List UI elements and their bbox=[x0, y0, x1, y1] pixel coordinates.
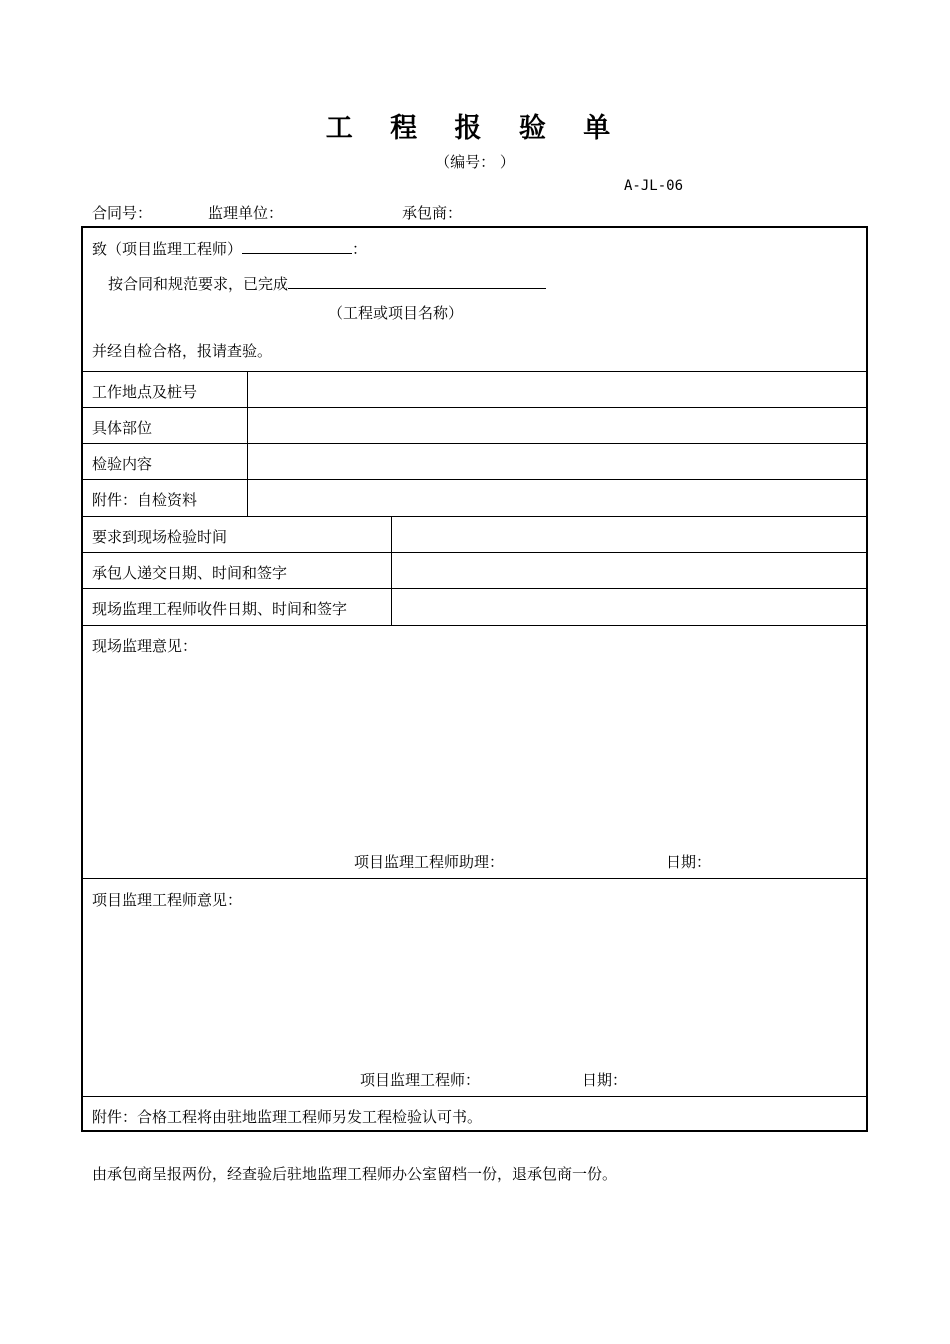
inspection-time-field[interactable] bbox=[393, 518, 865, 551]
engineer-opinion-date-label: 日期： bbox=[582, 1071, 628, 1089]
site-opinion-label: 现场监理意见： bbox=[92, 637, 198, 655]
to-line bbox=[92, 237, 367, 259]
row-divider bbox=[83, 479, 866, 480]
supervision-unit-label: 监理单位： bbox=[208, 204, 284, 222]
row-label-engineer-receipt: 现场监理工程师收件日期、时间和签字 bbox=[92, 600, 348, 618]
engineer-opinion-field[interactable] bbox=[83, 914, 866, 1059]
engineer-name-field[interactable] bbox=[242, 237, 352, 254]
row-label-specific-part: 具体部位 bbox=[92, 419, 153, 437]
inspection-request: 并经自检合格，报请查验。 bbox=[92, 342, 273, 360]
engineer-receipt-field[interactable] bbox=[393, 590, 865, 624]
column-divider bbox=[247, 371, 248, 516]
site-opinion-date-label: 日期： bbox=[666, 853, 712, 871]
row-label-contractor-submit: 承包人递交日期、时间和签字 bbox=[92, 564, 288, 582]
contractor-submit-field[interactable] bbox=[393, 554, 865, 587]
completed-label: 按合同和规范要求，已完成 bbox=[108, 275, 289, 293]
attachment-note: 附件：合格工程将由驻地监理工程师另发工程检验认可书。 bbox=[92, 1108, 483, 1126]
row-label-attachment: 附件：自检资料 bbox=[92, 491, 198, 509]
contractor-label: 承包商： bbox=[402, 204, 463, 222]
project-name-hint: （工程或项目名称） bbox=[328, 304, 464, 322]
serial-number: （编号： ） bbox=[435, 153, 515, 171]
page-title: 工 程 报 验 单 bbox=[325, 113, 625, 144]
row-divider bbox=[83, 588, 866, 589]
project-name-field[interactable] bbox=[288, 272, 546, 289]
column-divider bbox=[391, 516, 392, 625]
work-location-field[interactable] bbox=[249, 373, 865, 406]
engineer-opinion-label: 项目监理工程师意见： bbox=[92, 891, 243, 909]
to-label: 致（项目监理工程师） bbox=[92, 240, 243, 258]
to-suffix: ： bbox=[352, 240, 368, 258]
site-opinion-field[interactable] bbox=[83, 660, 866, 840]
form-code: A-JL-06 bbox=[624, 178, 684, 194]
row-divider bbox=[83, 625, 866, 626]
row-divider bbox=[83, 407, 866, 408]
row-divider bbox=[83, 516, 866, 517]
engineer-signature-label: 项目监理工程师： bbox=[360, 1071, 481, 1089]
row-divider bbox=[83, 878, 866, 879]
row-divider bbox=[83, 371, 866, 372]
row-divider bbox=[83, 552, 866, 553]
row-divider bbox=[83, 443, 866, 444]
row-label-inspection-time: 要求到现场检验时间 bbox=[92, 528, 228, 546]
row-label-work-location: 工作地点及桩号 bbox=[92, 383, 198, 401]
contract-no-label: 合同号： bbox=[92, 204, 153, 222]
assistant-signature-label: 项目监理工程师助理： bbox=[354, 853, 505, 871]
footer-note: 由承包商呈报两份，经查验后驻地监理工程师办公室留档一份，退承包商一份。 bbox=[92, 1165, 618, 1183]
completed-line bbox=[108, 272, 546, 294]
attachment-field[interactable] bbox=[249, 481, 865, 515]
row-divider bbox=[83, 1096, 866, 1097]
inspection-content-field[interactable] bbox=[249, 445, 865, 478]
row-label-inspection-content: 检验内容 bbox=[92, 455, 153, 473]
specific-part-field[interactable] bbox=[249, 409, 865, 442]
